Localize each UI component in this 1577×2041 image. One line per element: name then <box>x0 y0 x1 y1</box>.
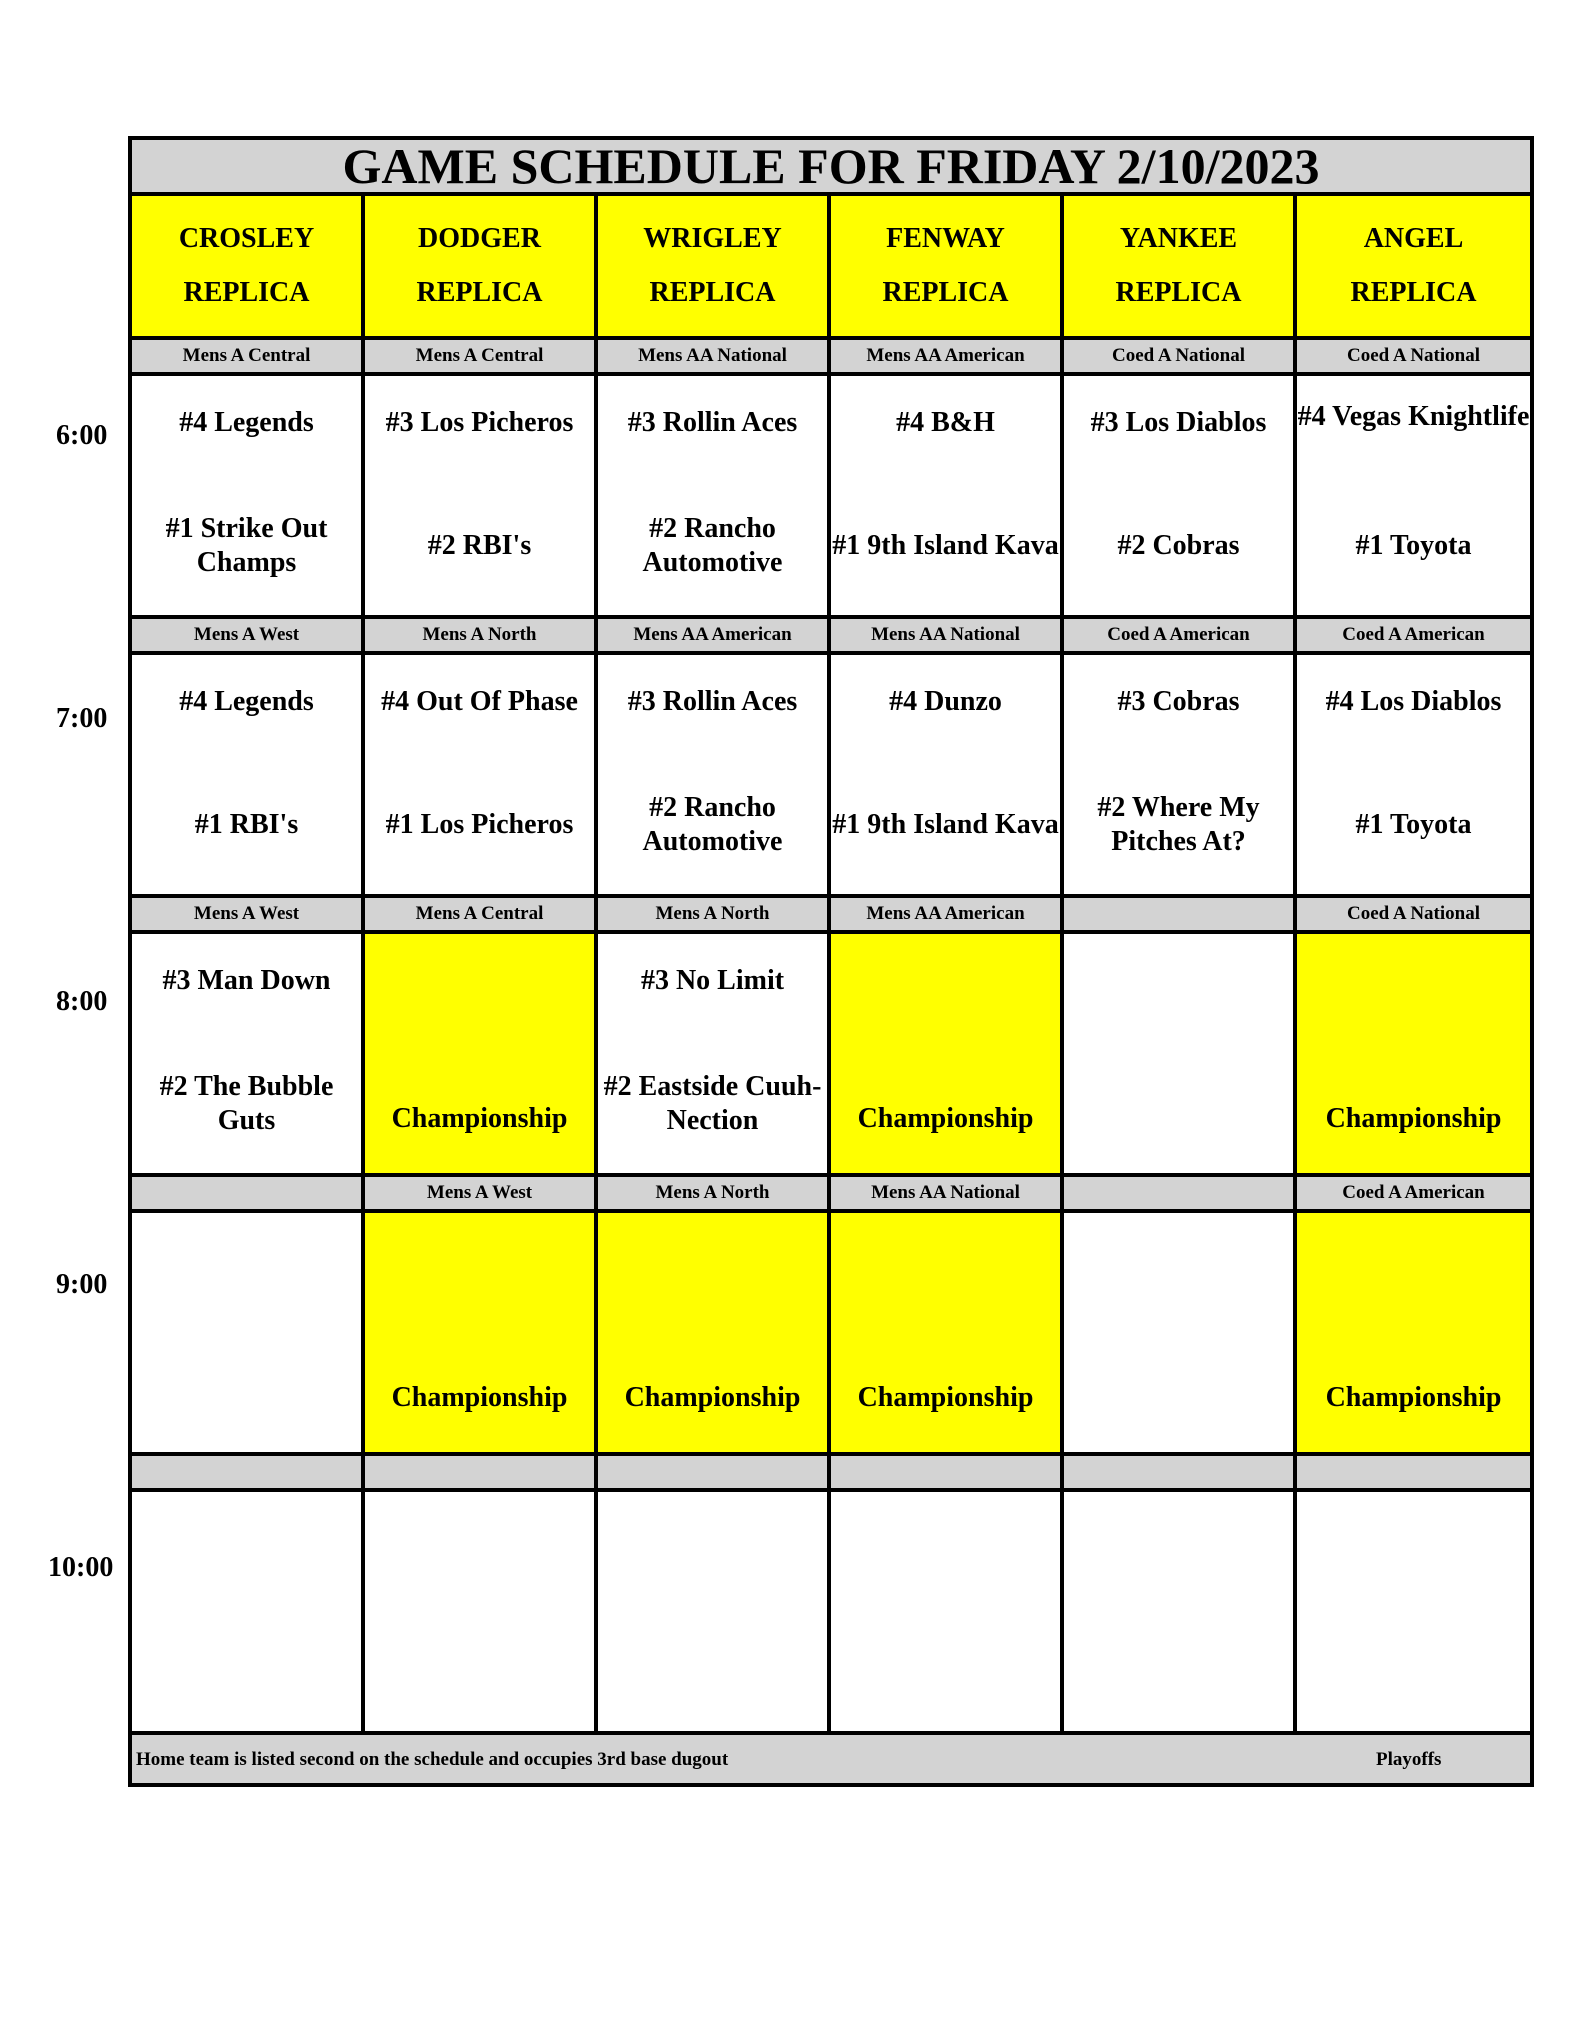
home-team: #1 9th Island Kava <box>832 809 1059 840</box>
game-cell <box>598 655 831 894</box>
away-team: #4 Dunzo <box>889 686 1002 717</box>
championship-label: Championship <box>857 1382 1034 1413</box>
division-label: Mens AA American <box>831 898 1064 934</box>
division-row <box>132 1177 1530 1213</box>
championship-cell <box>598 1213 831 1452</box>
field-name: ANGEL <box>1363 223 1464 254</box>
division-row <box>132 619 1530 655</box>
away-team: #3 Cobras <box>1117 686 1240 717</box>
away-team: #3 Rollin Aces <box>627 686 798 717</box>
field-sub: REPLICA <box>1350 277 1477 308</box>
footer-note: Home team is listed second on the schedule and occupies 3rd base dugout <box>136 1749 729 1770</box>
game-cell <box>1064 655 1297 894</box>
division-label: Mens A Central <box>132 340 365 376</box>
division-label <box>1064 1456 1297 1492</box>
championship-cell <box>365 1213 598 1452</box>
game-row <box>132 1213 1530 1452</box>
schedule-table <box>128 136 1534 1787</box>
game-row <box>132 376 1530 615</box>
time-label: 6:00 <box>56 420 108 451</box>
division-label: Mens A North <box>598 1177 831 1213</box>
championship-label: Championship <box>391 1103 568 1134</box>
away-team: #3 Los Diablos <box>1090 407 1267 438</box>
time-slot-block <box>132 340 1530 615</box>
home-team: #1 Toyota <box>1355 530 1472 561</box>
field-name: FENWAY <box>886 223 1005 254</box>
footer-bar <box>132 1731 1530 1783</box>
home-team: #2 Rancho Automotive <box>642 792 783 857</box>
away-team: #4 Los Diablos <box>1325 686 1502 717</box>
division-label <box>132 1177 365 1213</box>
championship-cell <box>831 934 1064 1173</box>
championship-cell <box>365 934 598 1173</box>
home-team: #1 9th Island Kava <box>832 530 1059 561</box>
time-label: 9:00 <box>56 1269 108 1300</box>
home-team: #2 The Bubble Guts <box>159 1071 334 1136</box>
time-slot-block <box>132 1173 1530 1452</box>
game-cell <box>132 376 365 615</box>
game-row <box>132 934 1530 1173</box>
field-sub: REPLICA <box>882 277 1009 308</box>
time-label: 7:00 <box>56 703 108 734</box>
time-slots <box>132 336 1530 1731</box>
division-label: Mens AA American <box>598 619 831 655</box>
game-cell <box>365 376 598 615</box>
division-label <box>132 1456 365 1492</box>
away-team: #4 Out Of Phase <box>381 686 578 717</box>
field-sub: REPLICA <box>183 277 310 308</box>
division-label: Mens AA National <box>831 1177 1064 1213</box>
field-name: YANKEE <box>1119 223 1238 254</box>
away-team: #4 B&H <box>896 407 995 438</box>
time-slot-block <box>132 1452 1530 1731</box>
game-cell <box>1064 1213 1297 1452</box>
field-crosley <box>132 196 365 336</box>
field-dodger <box>365 196 598 336</box>
home-team: #2 Cobras <box>1117 530 1240 561</box>
division-label: Coed A American <box>1297 619 1530 655</box>
time-slot-block <box>132 894 1530 1173</box>
home-team: #2 Where My Pitches At? <box>1097 792 1260 857</box>
division-label: Mens A West <box>132 619 365 655</box>
playoffs-label: Playoffs <box>1376 1749 1442 1770</box>
division-label: Mens A Central <box>365 340 598 376</box>
field-angel <box>1297 196 1530 336</box>
game-row <box>132 655 1530 894</box>
game-cell <box>1297 376 1530 615</box>
away-team: #4 Legends <box>179 686 314 717</box>
game-cell <box>831 376 1064 615</box>
field-sub: REPLICA <box>649 277 776 308</box>
championship-label: Championship <box>857 1103 1034 1134</box>
division-label <box>1297 1456 1530 1492</box>
away-team: #3 No Limit <box>640 965 785 996</box>
away-team: #4 Legends <box>179 407 314 438</box>
game-cell <box>132 1492 365 1731</box>
time-label: 10:00 <box>48 1552 114 1583</box>
division-label: Mens A West <box>365 1177 598 1213</box>
home-team: #1 RBI's <box>194 809 299 840</box>
game-cell <box>1064 934 1297 1173</box>
division-label: Mens AA American <box>831 340 1064 376</box>
game-cell <box>831 655 1064 894</box>
time-slot-block <box>132 615 1530 894</box>
game-cell <box>1297 655 1530 894</box>
field-wrigley <box>598 196 831 336</box>
field-name: DODGER <box>418 223 541 254</box>
game-cell <box>132 934 365 1173</box>
division-label: Mens A Central <box>365 898 598 934</box>
division-label <box>365 1456 598 1492</box>
division-label: Mens AA National <box>598 340 831 376</box>
game-cell <box>132 1213 365 1452</box>
division-label <box>831 1456 1064 1492</box>
field-fenway <box>831 196 1064 336</box>
championship-label: Championship <box>1325 1382 1502 1413</box>
home-team: #2 Rancho Automotive <box>642 513 783 578</box>
field-name: CROSLEY <box>178 223 315 254</box>
game-cell <box>1064 376 1297 615</box>
game-cell <box>831 1492 1064 1731</box>
home-team: #1 Los Picheros <box>385 809 574 840</box>
away-team: #3 Los Picheros <box>385 407 574 438</box>
home-team: #2 RBI's <box>427 530 532 561</box>
division-label: Mens AA National <box>831 619 1064 655</box>
division-row <box>132 340 1530 376</box>
championship-cell <box>1297 1213 1530 1452</box>
championship-label: Championship <box>624 1382 801 1413</box>
division-label: Coed A American <box>1064 619 1297 655</box>
division-label: Coed A National <box>1297 340 1530 376</box>
field-header-row <box>132 196 1530 336</box>
championship-cell <box>831 1213 1064 1452</box>
field-name: WRIGLEY <box>643 223 782 254</box>
schedule-title: GAME SCHEDULE FOR FRIDAY 2/10/2023 <box>132 140 1530 196</box>
game-row <box>132 1492 1530 1731</box>
field-yankee <box>1064 196 1297 336</box>
division-label: Mens A North <box>598 898 831 934</box>
division-label: Coed A National <box>1064 340 1297 376</box>
game-cell <box>598 1492 831 1731</box>
game-cell <box>365 1492 598 1731</box>
away-team: #4 Vegas Knightlife <box>1297 401 1530 432</box>
home-team: #2 Eastside Cuuh-Nection <box>603 1071 822 1136</box>
field-sub: REPLICA <box>416 277 543 308</box>
game-cell <box>1297 1492 1530 1731</box>
away-team: #3 Man Down <box>162 965 331 996</box>
championship-label: Championship <box>1325 1103 1502 1134</box>
game-cell <box>598 934 831 1173</box>
division-label <box>598 1456 831 1492</box>
away-team: #3 Rollin Aces <box>627 407 798 438</box>
time-label: 8:00 <box>56 986 108 1017</box>
division-label: Coed A American <box>1297 1177 1530 1213</box>
field-sub: REPLICA <box>1115 277 1242 308</box>
game-cell <box>598 376 831 615</box>
home-team: #1 Strike Out Champs <box>165 513 328 578</box>
division-label <box>1064 898 1297 934</box>
championship-cell <box>1297 934 1530 1173</box>
championship-label: Championship <box>391 1382 568 1413</box>
division-row <box>132 1456 1530 1492</box>
division-label: Mens A West <box>132 898 365 934</box>
division-label: Mens A North <box>365 619 598 655</box>
game-cell <box>1064 1492 1297 1731</box>
division-label: Coed A National <box>1297 898 1530 934</box>
division-label <box>1064 1177 1297 1213</box>
division-row <box>132 898 1530 934</box>
game-cell <box>365 655 598 894</box>
game-cell <box>132 655 365 894</box>
home-team: #1 Toyota <box>1355 809 1472 840</box>
